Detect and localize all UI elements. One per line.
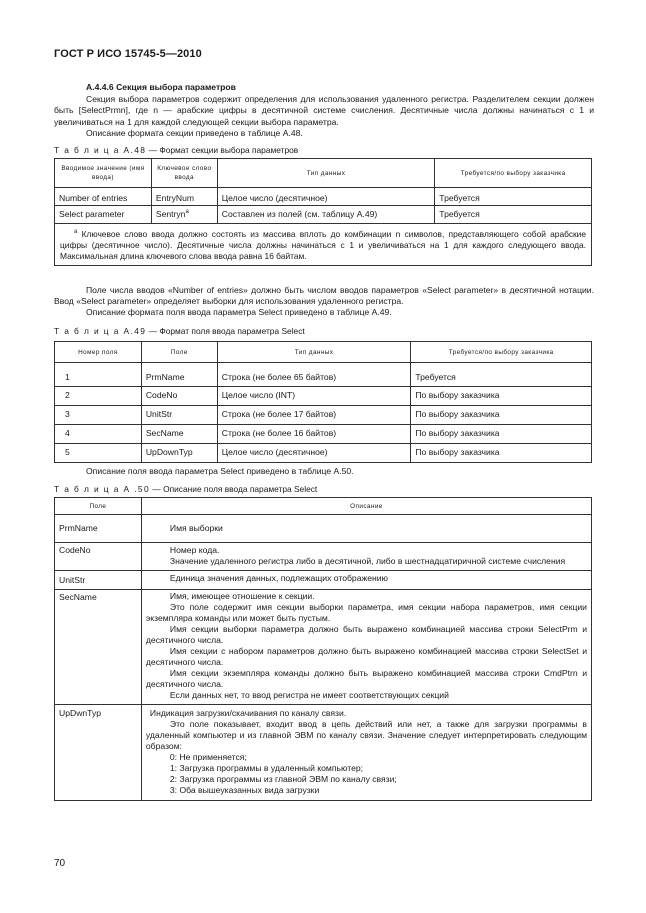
- description-cell: [141, 515, 591, 543]
- table-cell: По выбору заказчика: [411, 387, 592, 406]
- field-cell: UnitStr: [55, 571, 142, 590]
- table-cell: По выбору заказчика: [411, 425, 592, 444]
- description-line: Имя выборки: [169, 523, 223, 533]
- table-cell: EntryNum: [151, 188, 217, 206]
- table-cell: 3: [55, 406, 142, 425]
- footnote-mark: a: [74, 229, 78, 235]
- description-line: Имя, имеющее отношение к секции.: [169, 591, 315, 601]
- column-header: Номер поля: [55, 342, 142, 363]
- section-paragraph-1: Секция выбора параметров содержит определения для использования удаленного регистра. Разделителем секции должен быть [SelectPrmn], где n — арабские цифры в десятичной системе счисления. Десятичные числа должны начинаться с 1 и увеличиваться на 1 для каждой следующей секции выбора параметра.: [54, 94, 594, 127]
- description-line: Индикация загрузки/скачивания по каналу связи.: [149, 708, 347, 718]
- table-header-row: [55, 498, 592, 515]
- table-cell: Select parameter: [55, 206, 152, 224]
- column-header: Описание: [141, 498, 591, 515]
- description-line: Имя секции экземпляра команды должно быть выражено комбинацией массива строки CmdPtrn и десятичного числа.: [145, 668, 587, 689]
- description-line: 3: Оба вышеуказанных вида загрузки: [169, 785, 320, 795]
- table-cell: По выбору заказчика: [411, 444, 592, 463]
- footnote-text: Ключевое слово ввода должно состоять из массива вплоть до комбинации n символов, представляющего собой арабские цифры (десятичное число). Десятичные числа должны начинаться с 1 и увеличиваться на 1 для каждого следующего ввода. Максимальная длина ключевого слова ввода равна 16 байтам.: [60, 228, 587, 261]
- description-line: Если данных нет, то ввод регистра не имеет соответствующих секций: [169, 690, 449, 700]
- table-row: [55, 705, 592, 801]
- table-row: [55, 188, 592, 206]
- table-header-row: [55, 342, 592, 363]
- table-cell: Требуется: [435, 188, 592, 206]
- footnote-row: [55, 224, 592, 266]
- table-row: [55, 543, 592, 571]
- table-48: [54, 158, 592, 266]
- table-48-caption-text: — Формат секции выбора параметров: [146, 145, 299, 155]
- table-50: [54, 497, 592, 801]
- column-header: Тип данных: [217, 159, 435, 188]
- table-row: [55, 571, 592, 590]
- keyword-text: Sentryn: [155, 209, 186, 219]
- table-cell: 4: [55, 425, 142, 444]
- table-48-caption: [54, 145, 298, 155]
- table-row: [55, 206, 592, 224]
- description-cell: [141, 705, 591, 801]
- table-row: [55, 515, 592, 543]
- table-49-caption: [54, 326, 305, 336]
- description-line: Значение удаленного регистра либо в десятичной, либо в шестнадцатиричной системе счисления: [169, 556, 566, 566]
- table-row: [55, 363, 592, 387]
- description-line: 0: Не применяется;: [169, 752, 247, 762]
- column-header: Вводимое значение (имя ввода): [55, 159, 152, 188]
- column-header: Требуется/по выбору заказчика: [411, 342, 592, 363]
- description-line: Номер кода.: [169, 545, 220, 555]
- table-50-caption-prefix: Т а б л и ц а А .50: [54, 484, 151, 494]
- column-header: Тип данных: [217, 342, 411, 363]
- description-line: Это поле показывает, входит ввод в цепь действий или нет, а также для загрузки программы в удаленный компьютер и из главной ЭВМ по каналу связи. Значение следует интерпретировать следующим образом:: [145, 719, 587, 751]
- table-row: [55, 444, 592, 463]
- table-49: [54, 341, 592, 463]
- table-header-row: [55, 159, 592, 188]
- table-49-caption-prefix: Т а б л и ц а А.49: [54, 326, 147, 336]
- middle-paragraph-1: Поле числа вводов «Number of entries» должно быть числом вводов параметров «Select parameter» в десятичной нотации. Ввод «Select parameter» определяет выборки для использования удаленного регистра.: [54, 285, 594, 307]
- table-cell: Целое число (десятичное): [217, 188, 435, 206]
- table-cell: UnitStr: [141, 406, 217, 425]
- table-48-caption-prefix: Т а б л и ц а А.48: [54, 145, 147, 155]
- field-cell: SecName: [55, 590, 142, 705]
- description-line: Единица значения данных, подлежащих отображению: [169, 573, 388, 583]
- table-cell: SecName: [141, 425, 217, 444]
- footnote-mark: a: [185, 209, 189, 216]
- table-cell: Строка (не более 65 байтов): [217, 363, 411, 387]
- column-header: Поле: [55, 498, 142, 515]
- table-cell: Целое число (INT): [217, 387, 411, 406]
- description-cell: [141, 543, 591, 571]
- table-49-caption-text: — Формат поля ввода параметра Select: [146, 326, 305, 336]
- table-50-caption: [54, 484, 317, 494]
- table-cell: 2: [55, 387, 142, 406]
- table-footnote: [55, 224, 592, 266]
- table-cell: UpDownTyp: [141, 444, 217, 463]
- description-cell: [141, 590, 591, 705]
- table-cell: Требуется: [411, 363, 592, 387]
- description-line: Имя секции выборки параметра должно быть выражено комбинацией массива строки SelectPrm и десятичного числа.: [145, 624, 587, 645]
- description-line: 1: Загрузка программы в удаленный компьютер;: [169, 763, 364, 773]
- description-line: 2: Загрузка программы из главной ЭВМ по каналу связи;: [169, 774, 397, 784]
- field-cell: PrmName: [55, 515, 142, 543]
- section-paragraph-2: Описание формата секции приведено в таблице А.48.: [86, 127, 303, 138]
- table-cell: Требуется: [435, 206, 592, 224]
- description-cell: [141, 571, 591, 590]
- table-cell: 1: [55, 363, 142, 387]
- column-header: Ключевое слово ввода: [151, 159, 217, 188]
- table-row: [55, 425, 592, 444]
- table-cell: [151, 206, 217, 224]
- table-cell: По выбору заказчика: [411, 406, 592, 425]
- middle-block-2: [54, 466, 594, 477]
- table-cell: Целое число (десятичное): [217, 444, 411, 463]
- section-title: A.4.4.6 Секция выбора параметров: [86, 82, 236, 92]
- table-row: [55, 590, 592, 705]
- description-line: Имя секции с набором параметров должно быть выражено комбинацией массива строки SelectSet и десятичного числа.: [145, 646, 587, 667]
- middle-paragraph-3: Описание поля ввода параметра Select приведено в таблице А.50.: [86, 466, 354, 476]
- table-cell: 5: [55, 444, 142, 463]
- table-row: [55, 387, 592, 406]
- middle-paragraph-2: Описание формата поля ввода параметра Select приведено в таблице А.49.: [86, 307, 392, 318]
- description-line: Это поле содержит имя секции выборки параметра, имя секции набора параметров, имя секции экземпляра команды или может быть пустым.: [145, 602, 587, 623]
- table-cell: CodeNo: [141, 387, 217, 406]
- table-50-caption-text: — Описание поля ввода параметра Select: [150, 484, 318, 494]
- table-cell: Составлен из полей (см. таблицу А.49): [217, 206, 435, 224]
- section-block: [54, 82, 594, 139]
- table-row: [55, 406, 592, 425]
- column-header: Требуется/по выбору заказчика: [435, 159, 592, 188]
- field-cell: UpDwnTyp: [55, 705, 142, 801]
- table-cell: Number of entries: [55, 188, 152, 206]
- column-header: Поле: [141, 342, 217, 363]
- page-number: 70: [54, 858, 66, 869]
- document-header: ГОСТ Р ИСО 15745-5—2010: [54, 48, 202, 60]
- table-cell: PrmName: [141, 363, 217, 387]
- middle-block: [54, 285, 594, 319]
- table-cell: Строка (не более 17 байтов): [217, 406, 411, 425]
- field-cell: CodeNo: [55, 543, 142, 571]
- table-cell: Строка (не более 16 байтов): [217, 425, 411, 444]
